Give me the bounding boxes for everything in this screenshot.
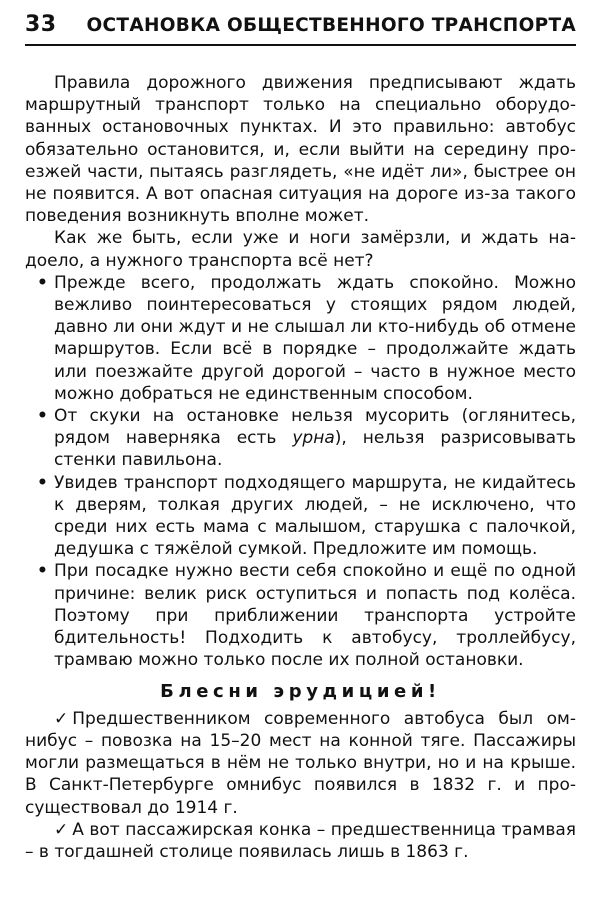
- running-title: ОСТАНОВКА ОБЩЕСТВЕННОГО ТРАНСПОРТА: [86, 15, 576, 36]
- fact-text: А вот пассажирская конка – предшественница трамвая – в тогдашней столице появилась лишь в 1863 г.: [25, 819, 576, 862]
- page-number: 33: [25, 12, 57, 37]
- bullet-icon: •: [37, 472, 48, 493]
- checkmark-icon: ✓: [54, 708, 69, 729]
- list-item-text: Прежде всего, продолжать ждать спокойно. Можно вежливо поинтересоваться у стоящих рядом людей, давно ли они ждут и не слышал ли кто-нибудь об отмене маршрутов. Если всё в порядке – продолжайте ждать или поезжайте другой дорогой – часто в нужное место можно добраться не единственным способом.: [54, 272, 576, 404]
- list-item-text-start: От скуки на остановке нельзя мусорить (оглянитесь, рядом наверняка есть: [54, 406, 576, 449]
- page-header: [25, 12, 576, 46]
- bullet-icon: •: [37, 272, 48, 293]
- list-item: [37, 472, 576, 561]
- page-content: [25, 72, 576, 863]
- fact-paragraph: [25, 708, 576, 819]
- list-item-text-end: ), нельзя разрисовывать стенки павильона.: [54, 428, 577, 471]
- bullet-icon: •: [37, 561, 48, 582]
- erudition-heading: Блесни эрудицией!: [160, 681, 441, 703]
- list-item: [37, 405, 576, 472]
- list-item-text: Увидев транспорт подходящего маршрута, не кидайтесь к дверям, толкая других людей, – не исключено, что среди них есть мама с малышом, старушка с палочкой, дедушка с тяжёлой сумкой. Предложите им помощь.: [54, 472, 576, 560]
- fact-paragraph: [25, 819, 576, 863]
- list-item: [37, 560, 576, 671]
- list-item: [37, 272, 576, 405]
- intro-paragraph: Правила дорожного движения предписывают ждать маршрутный транспорт только на специально оборудованных остановочных пунктах. И это правильно: автобус обязательно остановится, и, если выйти на середину проезжей части, пытаясь разглядеть, «не идёт ли», быстрее он не появится. А вот опасная ситуация на дороге из-за такого поведения возникнуть вполне может.: [25, 73, 576, 227]
- tips-list: [25, 272, 576, 672]
- question-paragraph: Как же быть, если уже и ноги замёрзли, и ждать надоело, а нужного транспорта всё нет?: [25, 228, 576, 271]
- bullet-icon: •: [37, 406, 48, 427]
- emphasized-word: урна: [292, 428, 335, 449]
- fact-text: Предшественником современного автобуса был омнибус – повозка на 15–20 мест на конной тяге. Пассажиры могли размещаться в нём не только внутри, но и на крыше. В Санкт-Петербурге омнибус появился в 1832 г. и просуществовал до 1914 г.: [25, 708, 576, 818]
- checkmark-icon: ✓: [54, 819, 69, 840]
- list-item-text: При посадке нужно вести себя спокойно и ещё по одной причине: велик риск оступиться и попасть под колёса. Поэтому при приближении транспорта устройте бдительность! Подходить к автобусу, троллейбусу, трамваю можно только после их полной остановки.: [54, 561, 576, 671]
